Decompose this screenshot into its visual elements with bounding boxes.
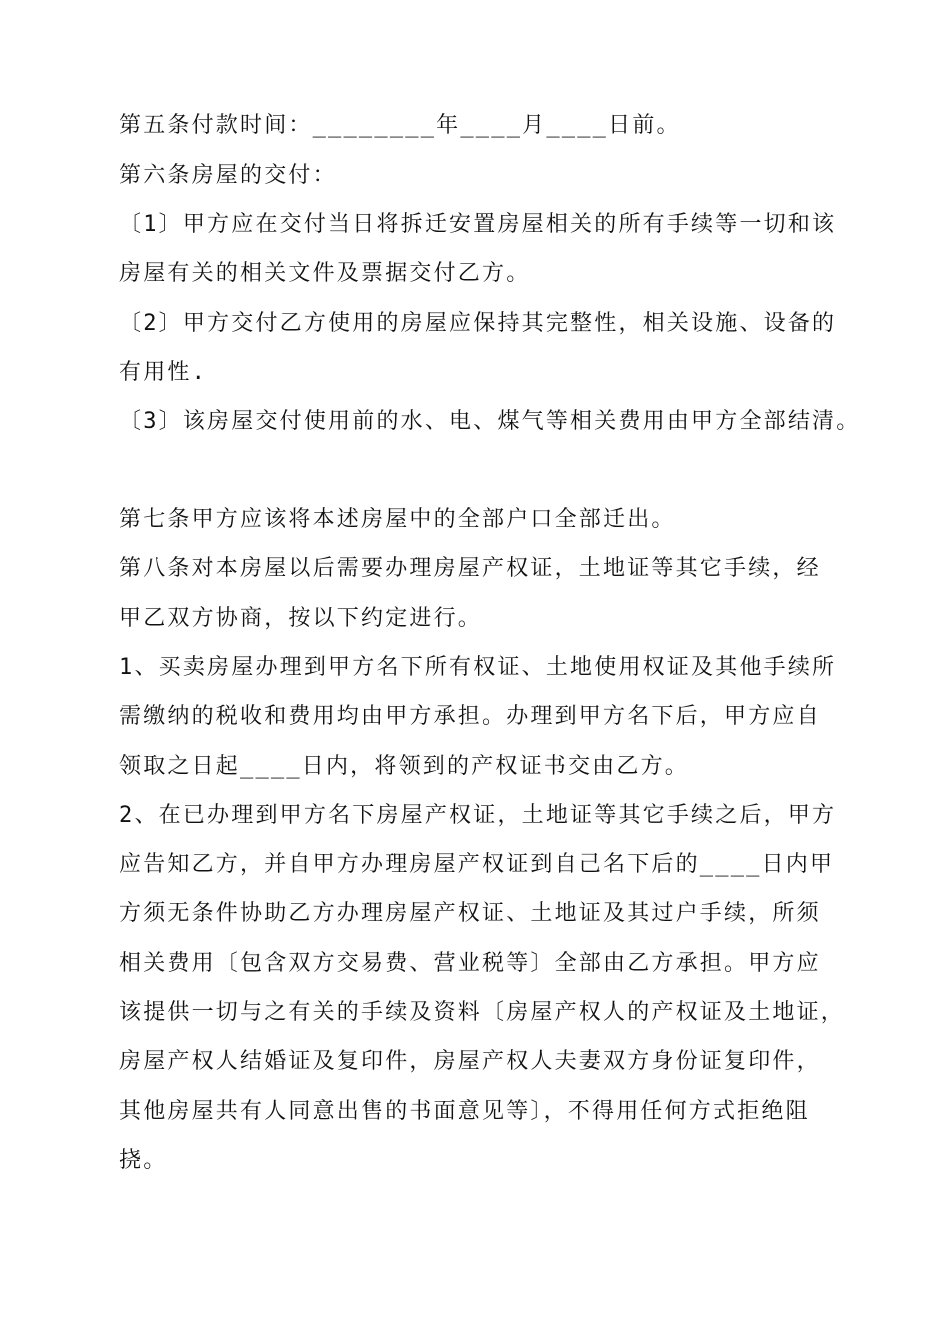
text-line-clause-2-cont-f: 其他房屋共有人同意出售的书面意见等〕，不得用任何方式拒绝阻 bbox=[119, 1099, 810, 1124]
text-line-clause-2-cont-b: 方须无条件协助乙方办理房屋产权证、土地证及其过户手续，所须 bbox=[119, 901, 821, 926]
text-line-clause-1-cont-b: 领取之日起____日内，将领到的产权证书交由乙方。 bbox=[119, 754, 689, 779]
text-line-article-6-item-1: 〔1〕甲方应在交付当日将拆迁安置房屋相关的所有手续等一切和该 bbox=[119, 212, 837, 237]
text-line-article-8-cont: 甲乙双方协商，按以下约定进行。 bbox=[119, 606, 483, 631]
text-line-article-6-item-1-cont: 房屋有关的相关文件及票据交付乙方。 bbox=[119, 261, 531, 286]
text-line-clause-2: 2、在已办理到甲方名下房屋产权证，土地证等其它手续之后，甲方 bbox=[119, 803, 837, 828]
text-line-article-6-item-3: 〔3〕该房屋交付使用前的水、电、煤气等相关费用由甲方全部结清。 bbox=[119, 409, 861, 434]
text-line-article-7: 第七条甲方应该将本述房屋中的全部户口全部迁出。 bbox=[119, 507, 676, 532]
text-line-article-8: 第八条对本房屋以后需要办理房屋产权证，土地证等其它手续，经 bbox=[119, 556, 821, 581]
text-line-article-5-payment-time: 第五条付款时间：________年____月____日前。 bbox=[119, 113, 681, 138]
text-line-article-6-heading: 第六条房屋的交付： bbox=[119, 163, 337, 188]
text-line-clause-2-cont-a: 应告知乙方，并自甲方办理房屋产权证到自己名下后的____日内甲 bbox=[119, 852, 835, 877]
text-line-clause-2-cont-g: 挠。 bbox=[119, 1148, 168, 1173]
text-line-article-6-item-2: 〔2〕甲方交付乙方使用的房屋应保持其完整性，相关设施、设备的 bbox=[119, 311, 837, 336]
text-line-article-6-item-2-cont: 有用性. bbox=[119, 360, 208, 385]
text-line-clause-1: 1、买卖房屋办理到甲方名下所有权证、土地使用权证及其他手续所 bbox=[119, 655, 837, 680]
text-line-clause-2-cont-c: 相关费用〔包含双方交易费、营业税等〕全部由乙方承担。甲方应 bbox=[119, 951, 821, 976]
text-line-clause-1-cont-a: 需缴纳的税收和费用均由甲方承担。办理到甲方名下后，甲方应自 bbox=[119, 704, 821, 729]
text-line-clause-2-cont-e: 房屋产权人结婚证及复印件，房屋产权人夫妻双方身份证复印件， bbox=[119, 1049, 821, 1074]
text-line-clause-2-cont-d: 该提供一切与之有关的手续及资料〔房屋产权人的产权证及土地证， bbox=[119, 1000, 846, 1025]
